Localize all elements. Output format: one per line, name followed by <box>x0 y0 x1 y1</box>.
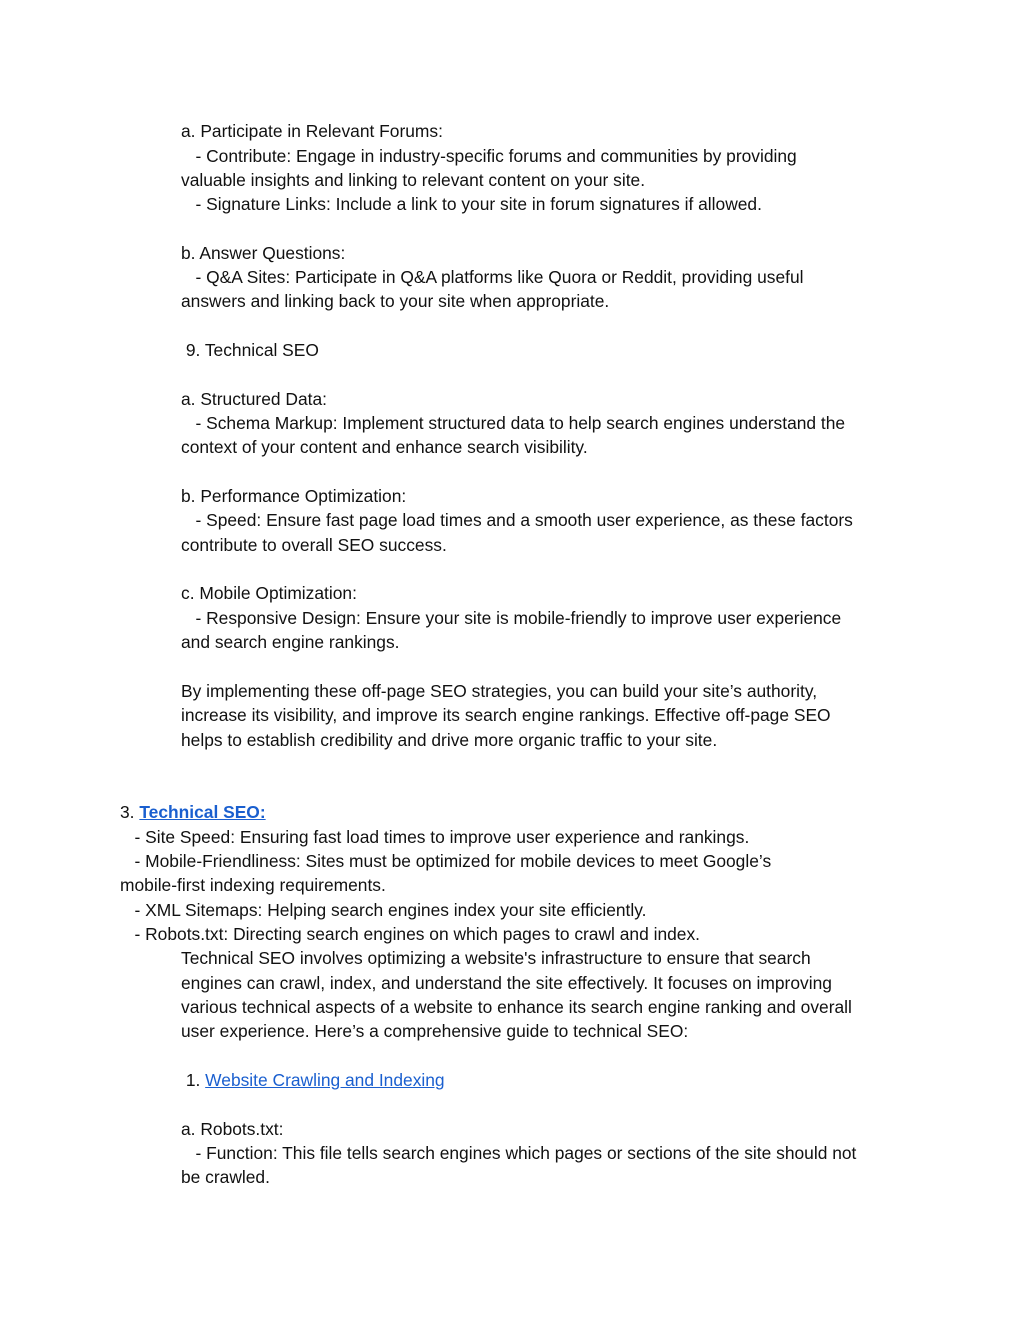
technical-intro-line-2: engines can crawl, index, and understand the site effectively. It focuses on improving <box>181 973 832 993</box>
crawling-heading <box>181 1069 445 1091</box>
qa-sites-line-1: - Q&A Sites: Participate in Q&A platforms like Quora or Reddit, providing useful <box>181 267 804 287</box>
section-3-heading <box>120 801 266 823</box>
qa-sites-line-2: answers and linking back to your site when appropriate. <box>181 291 610 311</box>
signature-links-line: - Signature Links: Include a link to your site in forum signatures if allowed. <box>181 194 762 214</box>
technical-intro-line-1: Technical SEO involves optimizing a website's infrastructure to ensure that search <box>181 948 811 968</box>
responsive-design-line-1: - Responsive Design: Ensure your site is mobile-friendly to improve user experience <box>181 608 842 628</box>
crawling-number: 1. <box>181 1070 206 1090</box>
section-3-number: 3. <box>120 802 140 822</box>
speed-line-1: - Speed: Ensure fast page load times and a smooth user experience, as these factors <box>181 510 853 530</box>
function-line-2: be crawled. <box>181 1167 270 1187</box>
xml-sitemaps-line: - XML Sitemaps: Helping search engines index your site efficiently. <box>120 900 647 920</box>
technical-seo-link[interactable]: Technical SEO: <box>139 802 266 822</box>
structured-data-heading: a. Structured Data: <box>181 389 327 409</box>
responsive-design-line-2: and search engine rankings. <box>181 632 400 652</box>
answer-questions-heading: b. Answer Questions: <box>181 243 346 263</box>
mobile-optimization-heading: c. Mobile Optimization: <box>181 583 357 603</box>
mobile-friendliness-line-2: mobile-first indexing requirements. <box>120 875 386 895</box>
forums-heading: a. Participate in Relevant Forums: <box>181 121 443 141</box>
schema-markup-line-1: - Schema Markup: Implement structured data to help search engines understand the <box>181 413 846 433</box>
robots-line: - Robots.txt: Directing search engines on which pages to crawl and index. <box>120 924 700 944</box>
schema-markup-line-2: context of your content and enhance search visibility. <box>181 437 588 457</box>
function-line-1: - Function: This file tells search engines which pages or sections of the site should not <box>181 1143 857 1163</box>
site-speed-line: - Site Speed: Ensuring fast load times to improve user experience and rankings. <box>120 827 750 847</box>
performance-heading: b. Performance Optimization: <box>181 486 407 506</box>
offpage-summary-line-2: increase its visibility, and improve its search engine rankings. Effective off-page SEO <box>181 705 831 725</box>
offpage-summary-line-1: By implementing these off-page SEO strategies, you can build your site’s authority, <box>181 681 818 701</box>
robots-txt-heading: a. Robots.txt: <box>181 1119 284 1139</box>
website-crawling-link[interactable]: Website Crawling and Indexing <box>205 1070 445 1090</box>
speed-line-2: contribute to overall SEO success. <box>181 535 447 555</box>
contribute-line-1: - Contribute: Engage in industry-specific forums and communities by providing <box>181 146 797 166</box>
contribute-line-2: valuable insights and linking to relevant content on your site. <box>181 170 646 190</box>
mobile-friendliness-line-1: - Mobile-Friendliness: Sites must be optimized for mobile devices to meet Google’s <box>120 851 772 871</box>
offpage-summary-line-3: helps to establish credibility and drive more organic traffic to your site. <box>181 730 718 750</box>
technical-seo-9-heading: 9. Technical SEO <box>181 340 319 360</box>
technical-intro-line-4: user experience. Here’s a comprehensive guide to technical SEO: <box>181 1021 689 1041</box>
technical-intro-line-3: various technical aspects of a website to enhance its search engine ranking and overall <box>181 997 852 1017</box>
